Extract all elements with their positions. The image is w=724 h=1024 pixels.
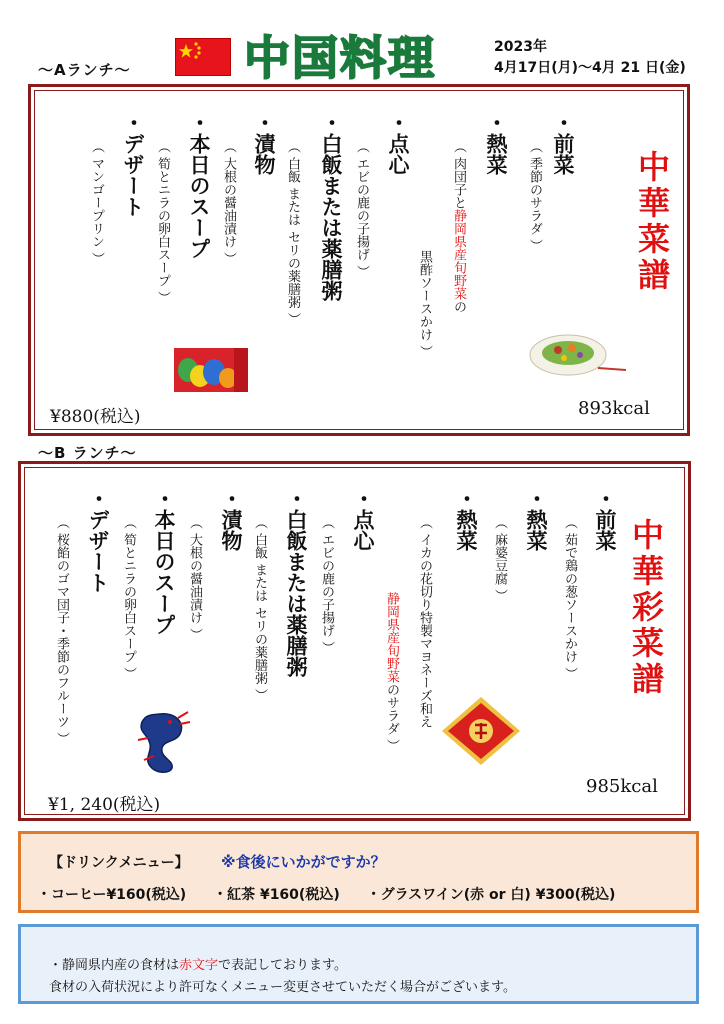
lunch-b-course-8-head: ・デザート bbox=[86, 488, 110, 593]
drink-menu-note: ※食後にいかがですか？ bbox=[221, 853, 386, 871]
lunch-a-course-3-head: ・点心 bbox=[386, 112, 410, 175]
lunch-b-course-4-head: ・点心 bbox=[351, 488, 375, 551]
lunch-b-course-7-sub: （ 筍とニラの卵白スープ ） bbox=[121, 516, 136, 681]
lunch-a-course-1-sub: （ 季節のサラダ ） bbox=[527, 140, 542, 253]
lunch-b-price: ¥1, 240(税込) bbox=[48, 795, 161, 815]
drink-menu-title: 【ドリンクメニュー】 bbox=[49, 855, 189, 871]
lunch-a-course-6-sub: （ 筍とニラの卵白スープ ） bbox=[155, 140, 170, 305]
date-year: 2023年 bbox=[494, 39, 547, 55]
drink-list bbox=[37, 884, 637, 904]
drink-menu-box bbox=[18, 831, 699, 913]
lunch-a-price: ¥880(税込) bbox=[50, 407, 141, 427]
lunch-b-course-1-sub: （ 茹で鶏の葱ソースかけ ） bbox=[562, 516, 577, 681]
lunch-a-course-5-sub: （ 大根の醤油漬け ） bbox=[221, 140, 236, 266]
china-flag-icon bbox=[175, 38, 231, 76]
lunch-b-course-4-sub: （ エビの鹿の子揚げ ） bbox=[319, 516, 334, 655]
lunch-a-course-4-head: ・白飯または薬膳粥 bbox=[319, 112, 343, 301]
lunch-a-course-2-sub2: 黒酢ソースかけ ） bbox=[417, 250, 432, 359]
lunch-b-course-7-head: ・本日のスープ bbox=[152, 488, 176, 635]
lunch-a-course-7-head: ・デザート bbox=[121, 112, 145, 217]
lanterns-icon bbox=[174, 348, 248, 392]
lunch-b-course-8-sub: （ 桜餡のゴマ団子・季節のフルーツ ） bbox=[54, 516, 69, 746]
dish-plate-icon bbox=[528, 330, 628, 380]
drink-item-tea: ・紅茶 ¥160(税込) bbox=[213, 887, 340, 903]
lunch-b-label: ～B ランチ～ bbox=[38, 444, 137, 462]
lunch-b-course-1-head: ・前菜 bbox=[593, 488, 617, 551]
lunch-b-course-5-head: ・白飯または薬膳粥 bbox=[284, 488, 308, 677]
lunch-a-course-3-sub: （ エビの鹿の子揚げ ） bbox=[354, 140, 369, 279]
lunch-a-course-1-head: ・前菜 bbox=[551, 112, 575, 175]
lunch-b-course-5-sub: （ 白飯 または セリの薬膳粥 ） bbox=[252, 516, 267, 702]
lunch-b-course-6-head: ・漬物 bbox=[219, 488, 243, 551]
fortune-emblem-icon bbox=[440, 695, 522, 767]
notice-line-2: 食材の入荷状況により許可なくメニュー変更させていただく場合がございます。 bbox=[49, 980, 516, 995]
lunch-a-title: 中華菜譜 bbox=[633, 150, 671, 294]
drink-item-wine: ・グラスワイン(赤 or 白) ¥300(税込) bbox=[366, 887, 616, 903]
notice-box bbox=[18, 924, 699, 1004]
lunch-b-course-3-head: ・熱菜 bbox=[454, 488, 478, 551]
date-range: 4月17日(月)～4月 21 日(金) bbox=[494, 60, 686, 76]
drink-item-coffee: ・コーヒー¥160(税込) bbox=[37, 887, 187, 903]
lunch-b-title: 中華彩菜譜 bbox=[627, 518, 665, 698]
lunch-a-course-5-head: ・漬物 bbox=[252, 112, 276, 175]
lunch-b-kcal: 985kcal bbox=[586, 776, 658, 797]
notice-line-1: ・静岡県内産の食材は赤文字で表記しております。 bbox=[49, 958, 347, 973]
lunch-a-course-4-sub: （ 白飯 または セリの薬膳粥 ） bbox=[285, 140, 300, 326]
lunch-a-course-2-head: ・熱菜 bbox=[484, 112, 508, 175]
lunch-a-course-6-head: ・本日のスープ bbox=[187, 112, 211, 259]
lunch-b-course-3-sub2: 静岡県産旬野菜のサラダ ） bbox=[384, 592, 399, 753]
lunch-b-course-2-sub: （ 麻婆豆腐 ） bbox=[492, 516, 507, 603]
lunch-b-course-2-head: ・熱菜 bbox=[524, 488, 548, 551]
lunch-b-course-6-sub: （ 大根の醤油漬け ） bbox=[187, 516, 202, 642]
lunch-a-course-2-sub: （ 肉団子と静岡県産旬野菜の bbox=[451, 140, 466, 314]
lunch-a-kcal: 893kcal bbox=[578, 398, 650, 419]
page-title: 中国料理 bbox=[244, 31, 436, 85]
lunch-a-course-7-sub: （ マンゴープリン ） bbox=[89, 140, 104, 266]
lunch-a-label: ～Aランチ～ bbox=[38, 61, 131, 79]
dragon-icon bbox=[130, 708, 192, 776]
lunch-b-course-3-sub: （ イカの花切り特製マヨネーズ和え bbox=[417, 516, 432, 729]
